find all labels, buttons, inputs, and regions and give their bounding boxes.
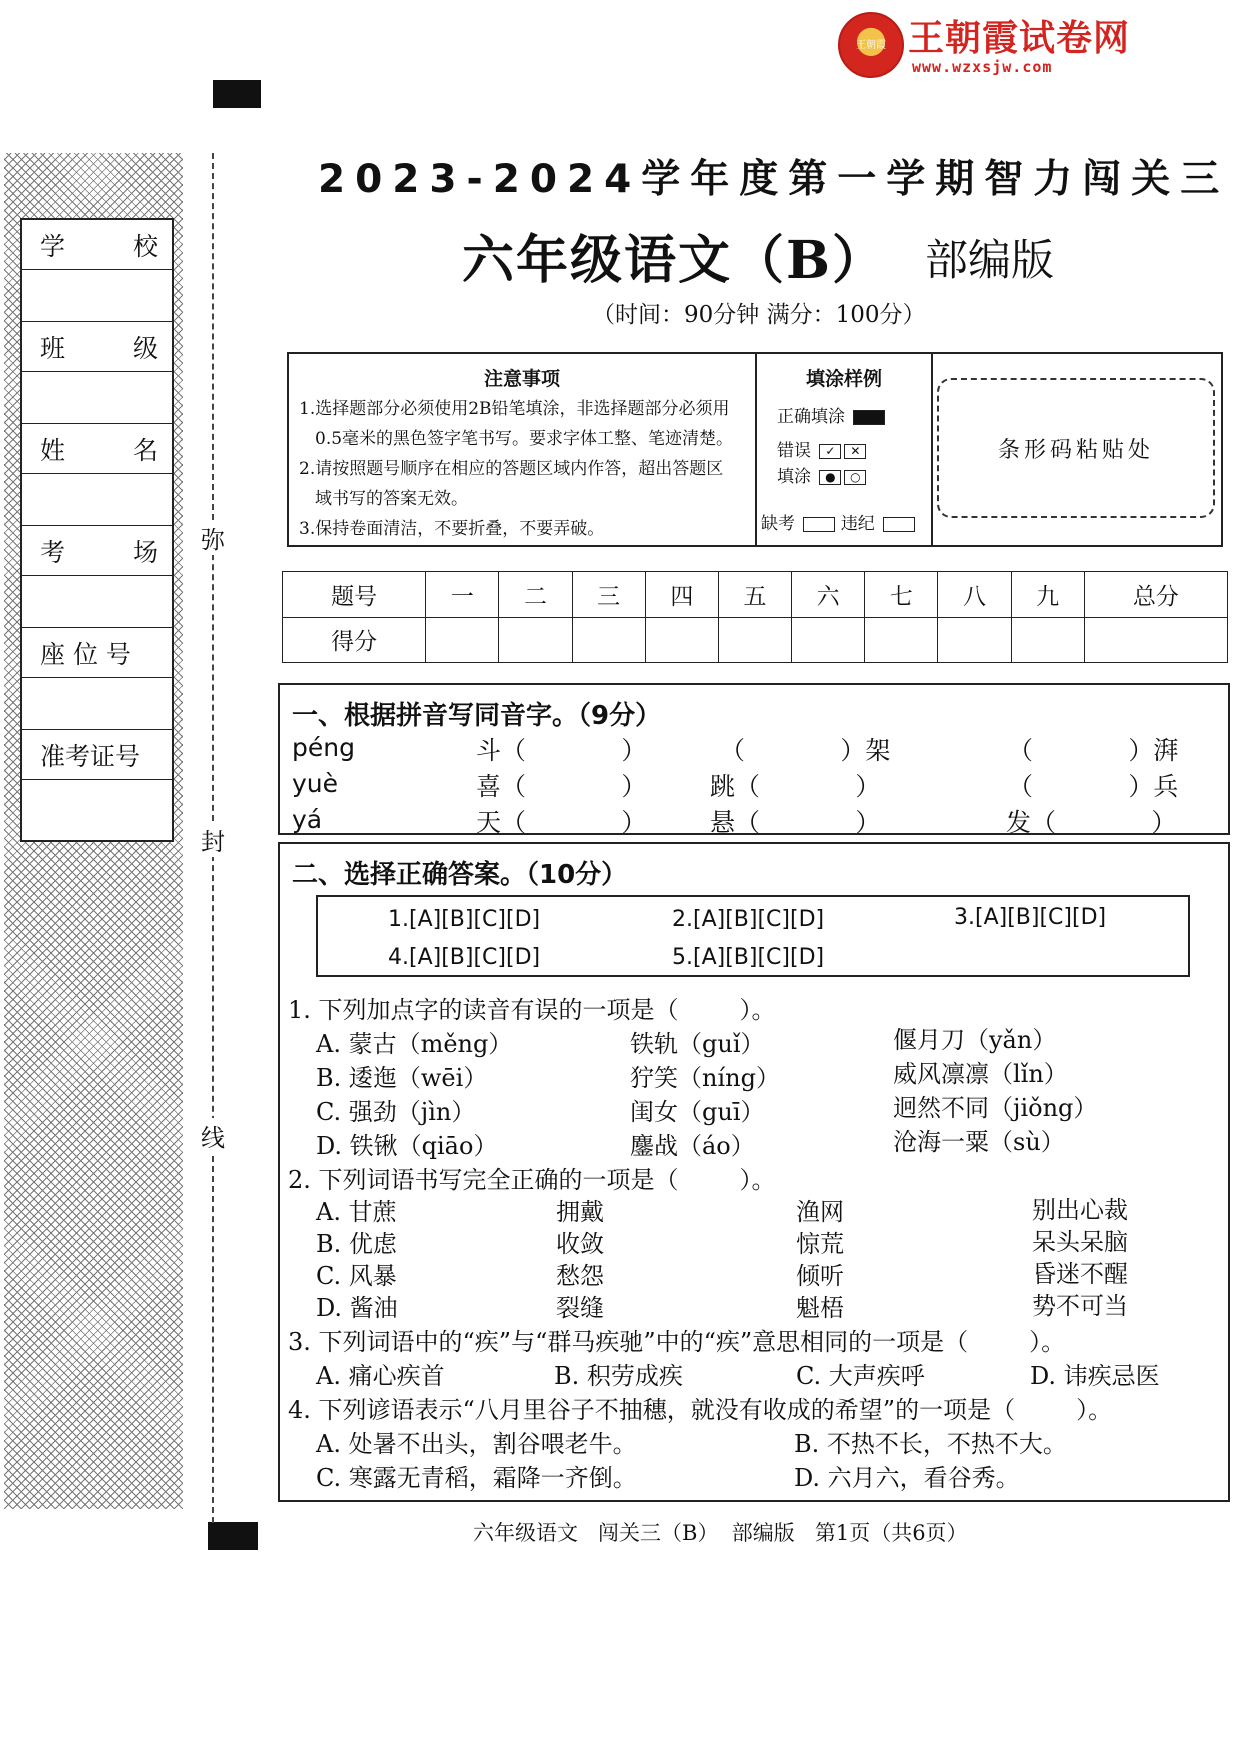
fill-wrong-2: 填涂 ● ○ — [777, 462, 866, 487]
score-cell[interactable] — [1084, 617, 1227, 663]
option: 拥戴 — [556, 1198, 604, 1226]
dot-box-icon: ● — [819, 470, 841, 485]
score-row — [283, 617, 1228, 663]
option: 渔网 — [796, 1198, 844, 1226]
subject-title: 六年级语文（B） — [462, 230, 886, 291]
fill-heading: 填涂样例 — [805, 368, 882, 390]
score-cell[interactable] — [938, 617, 1011, 663]
question-stem: 2. 下列词语书写完全正确的一项是（ ）。 — [288, 1166, 776, 1194]
score-cell[interactable] — [645, 617, 718, 663]
seat-label: 座 位 号 — [22, 628, 172, 678]
score-table — [282, 571, 1228, 663]
question-stem: 1. 下列加点字的读音有误的一项是（ ）。 — [288, 996, 776, 1024]
fill-sample — [757, 354, 933, 545]
blank-item[interactable]: 跳（ ） — [710, 772, 881, 801]
class-label: 班 级 — [22, 322, 172, 372]
score-header-cell: 七 — [865, 572, 938, 618]
edition-label: 部编版 — [925, 236, 1054, 286]
score-header-cell: 题号 — [283, 572, 426, 618]
logo-url: www.wzxsjw.com — [912, 58, 1053, 76]
option: A. 处暑不出头，割谷喂老牛。 — [316, 1430, 637, 1458]
answer-choice[interactable]: 4.[A][B][C][D] — [388, 945, 541, 970]
score-header-cell: 总分 — [1084, 572, 1227, 618]
filled-box-icon — [853, 410, 885, 425]
option: 魁梧 — [796, 1294, 844, 1322]
section-1 — [278, 683, 1230, 835]
site-logo — [838, 8, 1158, 78]
option: B. 逶迤（wēi） — [316, 1064, 488, 1092]
score-cell[interactable] — [865, 617, 938, 663]
section-1-title: 一、根据拼音写同音字。（9分） — [292, 701, 662, 731]
circle-box-icon: ○ — [844, 470, 866, 485]
score-header-cell: 二 — [499, 572, 572, 618]
option: 铁轨（guǐ） — [630, 1030, 765, 1058]
score-header-cell: 六 — [792, 572, 865, 618]
option: 愁怨 — [556, 1262, 604, 1290]
seal-mark: 封 — [200, 822, 226, 857]
option: 倾听 — [796, 1262, 844, 1290]
option: A. 痛心疾首 — [316, 1362, 445, 1390]
option: C. 寒露无青稻，霜降一齐倒。 — [316, 1464, 637, 1492]
answer-choice[interactable]: 1.[A][B][C][D] — [388, 907, 541, 932]
score-label: 得分 — [283, 617, 426, 663]
fill-wrong: 错误 ✓ ✕ — [777, 436, 866, 461]
exam-id-label: 准考证号 — [22, 730, 172, 780]
answer-choice[interactable]: 3.[A][B][C][D] — [954, 905, 1107, 930]
logo-name: 王朝霞试卷网 — [908, 18, 1131, 59]
option: C. 大声疾呼 — [796, 1362, 925, 1390]
name-field[interactable] — [22, 474, 172, 526]
option: D. 讳疾忌医 — [1030, 1362, 1160, 1390]
notice-item: 3.保持卷面清洁，不要折叠，不要弄破。 — [299, 519, 605, 539]
option: D. 六月六，看谷秀。 — [794, 1464, 1020, 1492]
pinyin-label: yá — [292, 805, 323, 834]
score-header-cell: 八 — [938, 572, 1011, 618]
absent-mark: 缺考 违纪 — [761, 509, 915, 534]
answer-choice[interactable]: 2.[A][B][C][D] — [672, 907, 825, 932]
blank-item[interactable]: 悬（ ） — [710, 808, 881, 837]
registration-mark — [213, 80, 261, 108]
room-label: 考 场 — [22, 526, 172, 576]
option: D. 酱油 — [316, 1294, 398, 1322]
room-field[interactable] — [22, 576, 172, 628]
school-field[interactable] — [22, 270, 172, 322]
cross-box-icon: ✕ — [844, 444, 866, 459]
class-field[interactable] — [22, 372, 172, 424]
option: 闺女（guī） — [630, 1098, 765, 1126]
student-info-box — [20, 218, 174, 842]
option: D. 铁锹（qiāo） — [316, 1132, 498, 1160]
option: 狞笑（níng） — [630, 1064, 780, 1092]
blank-item[interactable]: 天（ ） — [476, 808, 647, 837]
notice-item: 2.请按照题号顺序在相应的答题区域内作答，超出答题区 — [299, 459, 724, 479]
blank-item[interactable]: （ ）兵 — [1008, 772, 1179, 801]
notice-item: 域书写的答案无效。 — [315, 489, 468, 509]
option: 收敛 — [556, 1230, 604, 1258]
blank-item[interactable]: 喜（ ） — [476, 772, 647, 801]
name-label: 姓 名 — [22, 424, 172, 474]
violation-box[interactable] — [883, 517, 915, 532]
notice-instructions — [289, 354, 757, 545]
answer-sheet-box — [316, 895, 1190, 977]
option: B. 不热不长，不热不大。 — [794, 1430, 1067, 1458]
option: 沧海一粟（sù） — [893, 1128, 1065, 1156]
blank-item[interactable]: （ ）架 — [720, 736, 891, 765]
blank-item[interactable]: 斗（ ） — [476, 736, 647, 765]
option: 裂缝 — [556, 1294, 604, 1322]
seal-icon: 王朝霞 — [838, 12, 904, 78]
fill-correct: 正确填涂 — [777, 402, 885, 427]
school-label: 学 校 — [22, 220, 172, 270]
question-stem: 3. 下列词语中的“疾”与“群马疾驰”中的“疾”意思相同的一项是（ ）。 — [288, 1328, 1066, 1356]
section-2-title: 二、选择正确答案。（10分） — [292, 860, 628, 890]
pinyin-label: yuè — [292, 769, 339, 798]
option: 呆头呆脑 — [1032, 1228, 1128, 1256]
option: 势不可当 — [1032, 1292, 1128, 1320]
option: B. 积劳成疾 — [554, 1362, 683, 1390]
score-header-cell: 九 — [1011, 572, 1084, 618]
score-header-row — [283, 572, 1228, 618]
score-header-cell: 五 — [718, 572, 791, 618]
option: C. 强劲（jìn） — [316, 1098, 476, 1126]
option: B. 优虑 — [316, 1230, 397, 1258]
score-cell[interactable] — [426, 617, 499, 663]
page-footer: 六年级语文 闯关三（B） 部编版 第1页（共6页） — [473, 1521, 968, 1545]
registration-mark — [208, 1522, 258, 1550]
seal-mark: 弥 — [200, 520, 226, 555]
exam-time-score: （时间：90分钟 满分：100分） — [592, 302, 926, 328]
score-cell[interactable] — [718, 617, 791, 663]
seal-mark: 线 — [200, 1118, 226, 1153]
option: C. 风暴 — [316, 1262, 397, 1290]
question-stem: 4. 下列谚语表示“八月里谷子不抽穗，就没有收成的希望”的一项是（ ）。 — [288, 1396, 1113, 1424]
score-header-cell: 一 — [426, 572, 499, 618]
score-cell[interactable] — [1011, 617, 1084, 663]
score-cell[interactable] — [572, 617, 645, 663]
option: 惊荒 — [796, 1230, 844, 1258]
pinyin-label: péng — [292, 733, 355, 762]
answer-choice[interactable]: 5.[A][B][C][D] — [672, 945, 825, 970]
option: 威风凛凛（lǐn） — [893, 1060, 1068, 1088]
notice-item: 1.选择题部分必须使用2B铅笔填涂，非选择题部分必须用 — [299, 399, 730, 419]
absent-box[interactable] — [803, 517, 835, 532]
option: A. 甘蔗 — [316, 1198, 397, 1226]
option: 鏖战（áo） — [630, 1132, 755, 1160]
option: 迥然不同（jiǒng） — [893, 1094, 1098, 1122]
score-header-cell: 四 — [645, 572, 718, 618]
barcode-area: 条形码粘贴处 — [937, 378, 1215, 518]
notice-box — [287, 352, 1223, 547]
notice-heading: 注意事项 — [483, 368, 560, 390]
option: 昏迷不醒 — [1032, 1260, 1128, 1288]
option: 别出心裁 — [1032, 1196, 1128, 1224]
notice-item: 0.5毫米的黑色签字笔书写。要求字体工整、笔迹清楚。 — [315, 429, 734, 449]
score-header-cell: 三 — [572, 572, 645, 618]
exam-id-field[interactable] — [22, 780, 172, 832]
score-cell[interactable] — [499, 617, 572, 663]
option: A. 蒙古（měng） — [316, 1030, 513, 1058]
check-box-icon: ✓ — [819, 444, 841, 459]
blank-item[interactable]: 发（ ） — [1006, 808, 1177, 837]
score-cell[interactable] — [792, 617, 865, 663]
exam-title: 2023-2024学年度第一学期智力闯关三 — [318, 157, 1230, 202]
seat-field[interactable] — [22, 678, 172, 730]
option: 偃月刀（yǎn） — [893, 1026, 1057, 1054]
blank-item[interactable]: （ ）湃 — [1008, 736, 1179, 765]
